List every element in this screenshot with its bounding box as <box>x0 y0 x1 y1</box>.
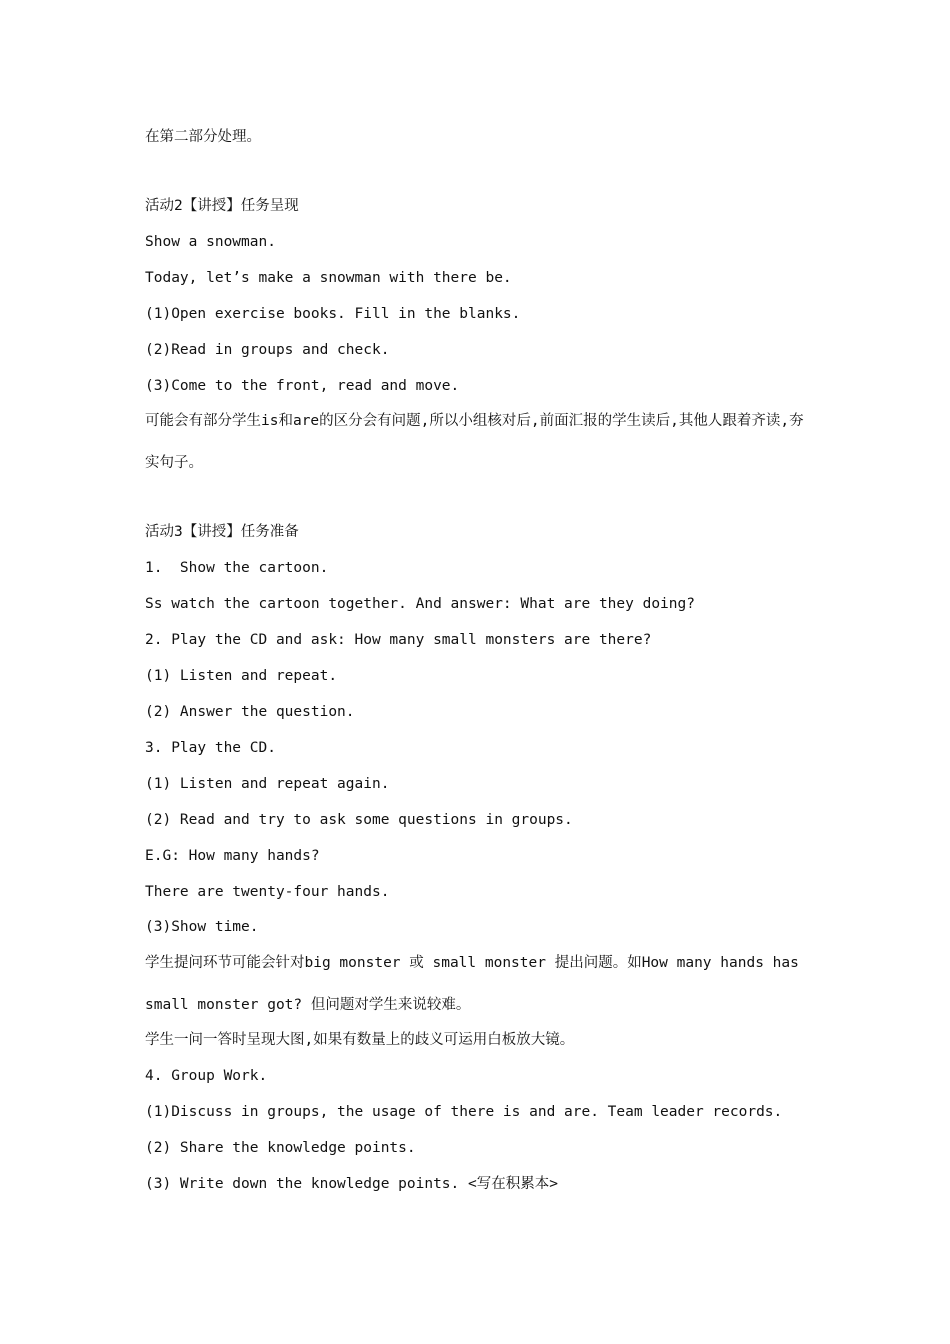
text-line: (3)Come to the front, read and move. <box>145 378 460 394</box>
text-line: 3. Play the CD. <box>145 740 276 756</box>
text-line: Show a snowman. <box>145 234 276 250</box>
text-line: (1) Listen and repeat. <box>145 668 338 684</box>
text-line: (2) Answer the question. <box>145 704 355 720</box>
text-line: Today, let’s make a snowman with there be. <box>145 270 512 286</box>
text-line: (1) Listen and repeat again. <box>145 776 390 792</box>
text-line: 在第二部分处理。 <box>145 129 261 145</box>
text-line: (3) Write down the knowledge points. <写在积累本> <box>145 1176 558 1192</box>
note-paragraph: 学生提问环节可能会针对big monster 或 small monster 提出问题。如How many hands has small monster got? 但问题对学生来说较难。 <box>145 955 799 1013</box>
text-line: (3)Show time. <box>145 919 259 935</box>
text-line: (2) Share the knowledge points. <box>145 1140 416 1156</box>
text-line: 2. Play the CD and ask: How many small monsters are there? <box>145 632 652 648</box>
activity-heading: 活动3【讲授】任务准备 <box>145 524 299 540</box>
text-line: (2)Read in groups and check. <box>145 342 390 358</box>
text-line: E.G: How many hands? <box>145 848 320 864</box>
text-line: 4. Group Work. <box>145 1068 268 1084</box>
text-line: Ss watch the cartoon together. And answer: What are they doing? <box>145 596 695 612</box>
activity-heading: 活动2【讲授】任务呈现 <box>145 198 299 214</box>
text-line: (1)Open exercise books. Fill in the blanks. <box>145 306 521 322</box>
text-line: There are twenty-four hands. <box>145 884 390 900</box>
text-line: (2) Read and try to ask some questions in groups. <box>145 812 573 828</box>
note-paragraph: 可能会有部分学生is和are的区分会有问题,所以小组核对后,前面汇报的学生读后,其他人跟着齐读,夯实句子。 <box>145 413 804 471</box>
text-line: 1. Show the cartoon. <box>145 560 329 576</box>
text-line: (1)Discuss in groups, the usage of there is and are. Team leader records. <box>145 1104 783 1120</box>
text-line: 学生一问一答时呈现大图,如果有数量上的歧义可运用白板放大镜。 <box>145 1032 575 1048</box>
